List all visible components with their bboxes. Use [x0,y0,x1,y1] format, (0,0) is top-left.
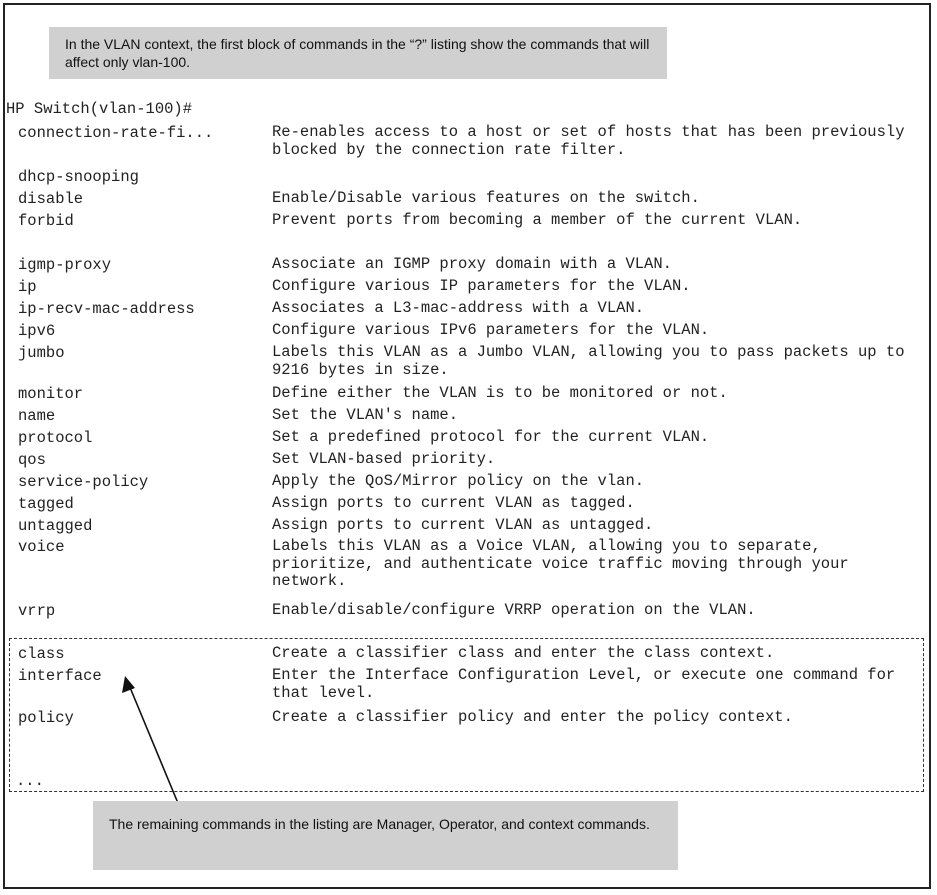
command-description: Re-enables access to a host or set of hosts that has been previously blocked by the connection rate filter. [272,123,914,159]
command-name: qos [18,451,46,469]
command-description: Enable/Disable various features on the switch. [272,189,700,207]
command-name: tagged [18,495,74,513]
command-description: Associates a L3-mac-address with a VLAN. [272,299,645,317]
command-name: ipv6 [18,322,56,340]
command-name: igmp-proxy [18,256,112,274]
command-name: disable [18,190,84,208]
command-name: vrrp [18,602,56,620]
command-name: connection-rate-fi... [18,124,214,142]
more-ellipsis: ... [16,772,44,790]
command-name: protocol [18,429,93,447]
command-description: Create a classifier policy and enter the policy context. [272,708,793,726]
command-description: Create a classifier class and enter the class context. [272,644,775,662]
command-name: voice [18,538,65,556]
command-name: ip [18,278,37,296]
command-name: policy [18,709,74,727]
command-description: Associate an IGMP proxy domain with a VLAN. [272,255,672,273]
command-description: Configure various IP parameters for the VLAN. [272,277,691,295]
command-description: Set VLAN-based priority. [272,450,496,468]
command-description: Apply the QoS/Mirror policy on the vlan. [272,472,645,490]
command-name: untagged [18,517,93,535]
callout-top: In the VLAN context, the first block of commands in the “?” listing show the commands that will affect only vlan-100. [49,27,667,79]
command-description: Prevent ports from becoming a member of the current VLAN. [272,211,803,229]
callout-bottom: The remaining commands in the listing are Manager, Operator, and context commands. [93,801,678,870]
command-description: Enter the Interface Configuration Level, or execute one command for that level. [272,666,905,702]
command-description: Set a predefined protocol for the current VLAN. [272,428,710,446]
command-name: jumbo [18,344,65,362]
command-name: service-policy [18,473,149,491]
command-name: dhcp-snooping [18,168,139,186]
command-description: Labels this VLAN as a Voice VLAN, allowing you to separate, prioritize, and authenticate voice traffic moving through your network. [272,537,859,591]
cli-prompt: HP Switch(vlan-100)# [6,100,193,118]
command-name: ip-recv-mac-address [18,300,195,318]
command-description: Define either the VLAN is to be monitored or not. [272,384,728,402]
command-description: Configure various IPv6 parameters for the VLAN. [272,321,710,339]
command-description: Assign ports to current VLAN as untagged. [272,516,654,534]
command-name: name [18,407,56,425]
command-description: Labels this VLAN as a Jumbo VLAN, allowing you to pass packets up to 9216 bytes in size. [272,343,914,379]
command-name: interface [18,667,102,685]
command-description: Enable/disable/configure VRRP operation on the VLAN. [272,601,756,619]
command-name: forbid [18,212,74,230]
command-description: Assign ports to current VLAN as tagged. [272,494,635,512]
command-name: class [18,645,65,663]
command-name: monitor [18,385,84,403]
command-description: Set the VLAN's name. [272,406,459,424]
